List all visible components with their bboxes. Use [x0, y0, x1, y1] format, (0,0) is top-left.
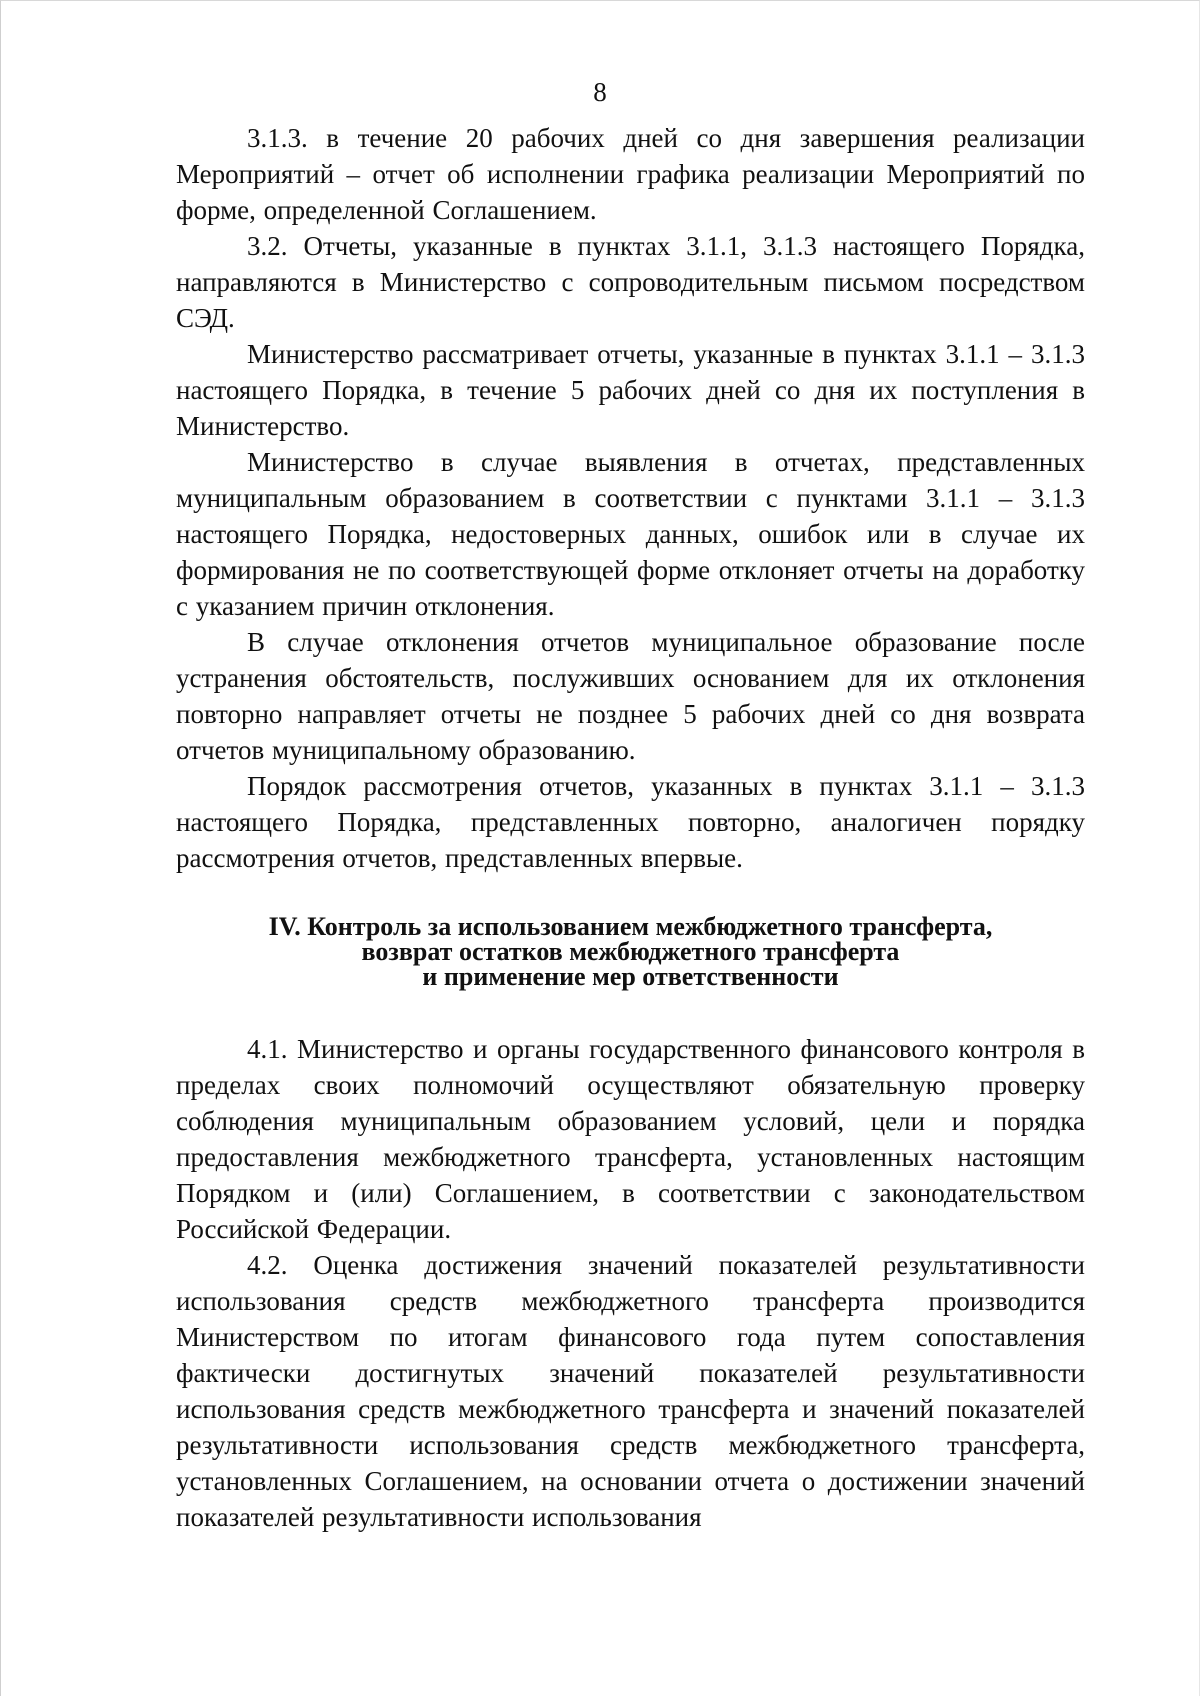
- document-body: [176, 120, 1085, 1535]
- section-heading: [176, 914, 1085, 989]
- paragraph-3-1-3: 3.1.3. в течение 20 рабочих дней со дня завершения реализации Мероприятий – отчет об исполнении графика реализации Мероприятий по форме, определенной Соглашением.: [176, 123, 1085, 225]
- paragraph-ministry-review: Министерство рассматривает отчеты, указанные в пунктах 3.1.1 – 3.1.3 настоящего Порядка, в течение 5 рабочих дней со дня их поступления в Министерство.: [176, 339, 1085, 441]
- section-heading-line-2: возврат остатков межбюджетного трансферта: [361, 937, 900, 966]
- paragraph-reject-reports: Министерство в случае выявления в отчетах, представленных муниципальным образованием в соответствии с пунктами 3.1.1 – 3.1.3 настоящего Порядка, недостоверных данных, ошибок или в случае их формирования не по соответствующей форме отклоняет отчеты на доработку с указанием причин отклонения.: [176, 447, 1085, 621]
- page-number: 8: [593, 77, 607, 107]
- paragraph-3-2: 3.2. Отчеты, указанные в пунктах 3.1.1, 3.1.3 настоящего Порядка, направляются в Министерство с сопроводительным письмом посредством СЭД.: [176, 231, 1085, 333]
- paragraph-4-2: 4.2. Оценка достижения значений показателей результативности использования средств межбюджетного трансферта производится Министерством по итогам финансового года путем сопоставления фактически достигнутых значений показателей результативности использования средств межбюджетного трансферта и значений показателей результативности использования средств межбюджетного трансферта, установленных Соглашением, на основании отчета о достижении значений показателей результативности использования: [176, 1250, 1085, 1532]
- paragraph-review-order: Порядок рассмотрения отчетов, указанных в пунктах 3.1.1 – 3.1.3 настоящего Порядка, представленных повторно, аналогичен порядку рассмотрения отчетов, представленных впервые.: [176, 771, 1085, 873]
- section-heading-line-1: IV. Контроль за использованием межбюджетного трансферта,: [268, 912, 993, 941]
- section-heading-line-3: и применение мер ответственности: [422, 962, 839, 991]
- paragraph-4-1: 4.1. Министерство и органы государственного финансового контроля в пределах своих полномочий осуществляют обязательную проверку соблюдения муниципальным образованием условий, цели и порядка предоставления межбюджетного трансферта, установленных настоящим Порядком и (или) Соглашением, в соответствии с законодательством Российской Федерации.: [176, 1034, 1085, 1244]
- paragraph-resubmission: В случае отклонения отчетов муниципальное образование после устранения обстоятельств, послуживших основанием для их отклонения повторно направляет отчеты не позднее 5 рабочих дней со дня возврата отчетов муниципальному образованию.: [176, 627, 1085, 765]
